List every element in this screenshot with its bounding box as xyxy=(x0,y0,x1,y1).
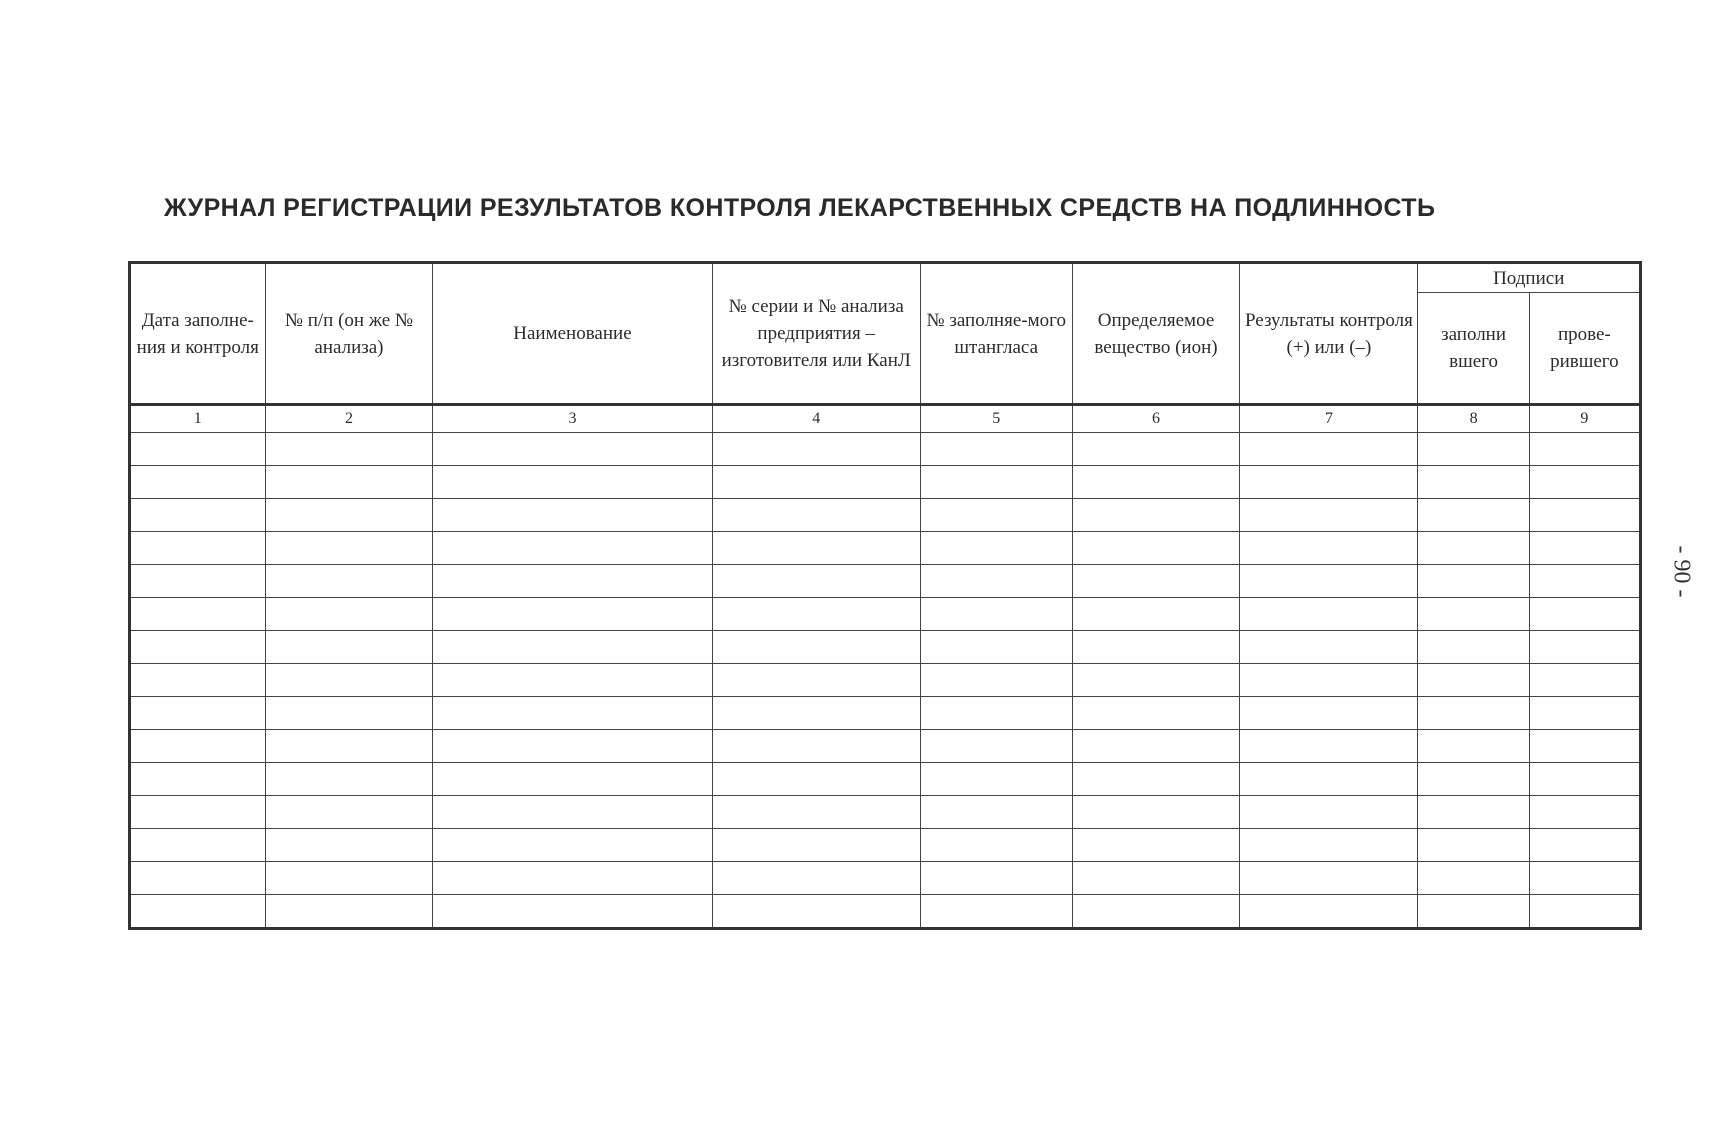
table-row xyxy=(130,466,1641,499)
table-cell[interactable] xyxy=(1529,664,1640,697)
table-cell[interactable] xyxy=(920,433,1072,466)
table-cell[interactable] xyxy=(1529,565,1640,598)
table-cell[interactable] xyxy=(920,862,1072,895)
table-row xyxy=(130,433,1641,466)
column-number: 5 xyxy=(920,405,1072,433)
table-cell[interactable] xyxy=(1529,697,1640,730)
table-cell[interactable] xyxy=(1240,466,1418,499)
column-number: 9 xyxy=(1529,405,1640,433)
table-cell[interactable] xyxy=(712,466,920,499)
table-cell[interactable] xyxy=(1072,895,1240,929)
table-cell[interactable] xyxy=(433,895,712,929)
table-row xyxy=(130,862,1641,895)
table-row xyxy=(130,664,1641,697)
table-cell[interactable] xyxy=(712,796,920,829)
column-number: 3 xyxy=(433,405,712,433)
table-cell[interactable] xyxy=(1418,565,1529,598)
table-cell[interactable] xyxy=(1072,730,1240,763)
header-results-label: Результаты контроля (+) или (–) xyxy=(1244,309,1413,358)
table-cell[interactable] xyxy=(433,730,712,763)
header-name xyxy=(433,263,712,405)
table-cell[interactable] xyxy=(1240,598,1418,631)
header-shtanglas-label: № заполняе-мого штангласа xyxy=(926,309,1066,358)
table-cell[interactable] xyxy=(1529,895,1640,929)
table-row xyxy=(130,499,1641,532)
table-row xyxy=(130,598,1641,631)
table-row xyxy=(130,565,1641,598)
column-number: 2 xyxy=(265,405,433,433)
table-cell[interactable] xyxy=(712,697,920,730)
table-cell[interactable] xyxy=(1418,862,1529,895)
table-cell[interactable] xyxy=(1240,565,1418,598)
table-cell[interactable] xyxy=(920,796,1072,829)
table-cell[interactable] xyxy=(1418,499,1529,532)
table-cell[interactable] xyxy=(1529,466,1640,499)
header-series xyxy=(712,263,920,405)
table-cell[interactable] xyxy=(920,598,1072,631)
table-cell[interactable] xyxy=(712,895,920,929)
table-cell[interactable] xyxy=(130,730,266,763)
table-cell[interactable] xyxy=(1418,730,1529,763)
table-cell[interactable] xyxy=(433,829,712,862)
table-cell[interactable] xyxy=(130,664,266,697)
table-cell[interactable] xyxy=(1418,631,1529,664)
table-row xyxy=(130,829,1641,862)
table-cell[interactable] xyxy=(1240,895,1418,929)
header-results xyxy=(1240,263,1418,405)
table-cell[interactable] xyxy=(433,598,712,631)
table-cell[interactable] xyxy=(433,796,712,829)
header-signature-filled-label: заполни вшего xyxy=(1441,324,1507,372)
table-cell[interactable] xyxy=(265,697,433,730)
table-row xyxy=(130,796,1641,829)
table-cell[interactable] xyxy=(130,598,266,631)
table-cell[interactable] xyxy=(1072,532,1240,565)
table-cell[interactable] xyxy=(712,631,920,664)
table-cell[interactable] xyxy=(1418,532,1529,565)
table-cell[interactable] xyxy=(1529,598,1640,631)
table-cell[interactable] xyxy=(265,631,433,664)
table-cell[interactable] xyxy=(130,466,266,499)
table-cell[interactable] xyxy=(1240,730,1418,763)
table-cell[interactable] xyxy=(1418,466,1529,499)
table-cell[interactable] xyxy=(130,796,266,829)
table-cell[interactable] xyxy=(433,763,712,796)
table-cell[interactable] xyxy=(712,829,920,862)
table-row xyxy=(130,697,1641,730)
column-number: 8 xyxy=(1418,405,1529,433)
table-cell[interactable] xyxy=(130,433,266,466)
table-cell[interactable] xyxy=(712,565,920,598)
table-cell[interactable] xyxy=(1240,499,1418,532)
header-shtanglas xyxy=(920,263,1072,405)
header-date-label: Дата заполне-ния и контроля xyxy=(136,309,259,358)
table-cell[interactable] xyxy=(1529,730,1640,763)
table-cell[interactable] xyxy=(433,499,712,532)
page-title: ЖУРНАЛ РЕГИСТРАЦИИ РЕЗУЛЬТАТОВ КОНТРОЛЯ ЛЕКАРСТВЕННЫХ СРЕДСТВ НА ПОДЛИННОСТЬ xyxy=(164,194,1436,222)
table-cell[interactable] xyxy=(433,664,712,697)
table-cell[interactable] xyxy=(265,565,433,598)
table-cell[interactable] xyxy=(265,829,433,862)
table-cell[interactable] xyxy=(920,466,1072,499)
table-cell[interactable] xyxy=(712,433,920,466)
table-cell[interactable] xyxy=(712,862,920,895)
table-cell[interactable] xyxy=(920,532,1072,565)
header-date xyxy=(130,263,266,405)
table-cell[interactable] xyxy=(1529,829,1640,862)
table-cell[interactable] xyxy=(1529,631,1640,664)
table-cell[interactable] xyxy=(433,631,712,664)
table-cell[interactable] xyxy=(1529,862,1640,895)
table-cell[interactable] xyxy=(1529,763,1640,796)
journal-table xyxy=(128,261,1642,930)
table-cell[interactable] xyxy=(1529,532,1640,565)
header-signature-checked xyxy=(1529,293,1640,405)
table-cell[interactable] xyxy=(920,730,1072,763)
table-cell[interactable] xyxy=(920,499,1072,532)
header-number xyxy=(265,263,433,405)
header-series-label: № серии и № анализа предприятия – изготовителя или КанЛ xyxy=(721,296,911,371)
table-cell[interactable] xyxy=(433,565,712,598)
table-cell[interactable] xyxy=(433,466,712,499)
header-name-label: Наименование xyxy=(513,323,632,344)
table-cell[interactable] xyxy=(920,763,1072,796)
table-cell[interactable] xyxy=(1072,466,1240,499)
table-cell[interactable] xyxy=(1072,598,1240,631)
header-substance-label: Определяемое вещество (ион) xyxy=(1094,309,1218,358)
table-cell[interactable] xyxy=(130,763,266,796)
table-cell[interactable] xyxy=(1529,499,1640,532)
table-cell[interactable] xyxy=(1529,433,1640,466)
table-cell[interactable] xyxy=(130,565,266,598)
column-number: 6 xyxy=(1072,405,1240,433)
table-cell[interactable] xyxy=(265,862,433,895)
table-cell[interactable] xyxy=(433,697,712,730)
table-cell[interactable] xyxy=(1240,829,1418,862)
header-signature-checked-label: прове-рившего xyxy=(1550,324,1619,372)
table-cell[interactable] xyxy=(1240,796,1418,829)
header-signatures: Подписи xyxy=(1418,263,1641,293)
table-cell[interactable] xyxy=(712,664,920,697)
table-cell[interactable] xyxy=(1418,697,1529,730)
table-cell[interactable] xyxy=(1072,565,1240,598)
table-cell[interactable] xyxy=(130,895,266,929)
table-cell[interactable] xyxy=(1072,433,1240,466)
table-row xyxy=(130,631,1641,664)
table-cell[interactable] xyxy=(712,730,920,763)
table-cell[interactable] xyxy=(1240,433,1418,466)
table-cell[interactable] xyxy=(712,499,920,532)
table-cell[interactable] xyxy=(1418,664,1529,697)
table-cell[interactable] xyxy=(1072,631,1240,664)
table-cell[interactable] xyxy=(130,697,266,730)
column-number: 7 xyxy=(1240,405,1418,433)
table-cell[interactable] xyxy=(712,763,920,796)
table-cell[interactable] xyxy=(265,796,433,829)
table-cell[interactable] xyxy=(1240,631,1418,664)
header-number-label: № п/п (он же № анализа) xyxy=(284,309,414,358)
table-row xyxy=(130,763,1641,796)
table-cell[interactable] xyxy=(1072,829,1240,862)
header-signature-filled xyxy=(1418,293,1529,405)
table-cell[interactable] xyxy=(920,631,1072,664)
table-row xyxy=(130,895,1641,929)
table-cell[interactable] xyxy=(265,895,433,929)
table-cell[interactable] xyxy=(920,829,1072,862)
table-cell[interactable] xyxy=(712,598,920,631)
table-cell[interactable] xyxy=(130,532,266,565)
table-cell[interactable] xyxy=(1072,796,1240,829)
table-cell[interactable] xyxy=(130,862,266,895)
table-cell[interactable] xyxy=(265,466,433,499)
table-cell[interactable] xyxy=(1418,433,1529,466)
table-cell[interactable] xyxy=(1240,763,1418,796)
table-cell[interactable] xyxy=(130,631,266,664)
page-number: - 90 - xyxy=(1668,545,1695,598)
table-cell[interactable] xyxy=(433,433,712,466)
table-cell[interactable] xyxy=(1418,895,1529,929)
table-cell[interactable] xyxy=(265,499,433,532)
table-cell[interactable] xyxy=(920,697,1072,730)
table-cell[interactable] xyxy=(265,598,433,631)
table-cell[interactable] xyxy=(433,862,712,895)
table-cell[interactable] xyxy=(1418,598,1529,631)
column-number: 1 xyxy=(130,405,266,433)
table-cell[interactable] xyxy=(1072,499,1240,532)
table-cell[interactable] xyxy=(130,499,266,532)
table-cell[interactable] xyxy=(712,532,920,565)
table-cell[interactable] xyxy=(265,664,433,697)
table-cell[interactable] xyxy=(1418,829,1529,862)
table-cell[interactable] xyxy=(265,763,433,796)
column-number-row xyxy=(130,405,1641,433)
table-cell[interactable] xyxy=(920,664,1072,697)
table-body xyxy=(130,433,1641,929)
table-cell[interactable] xyxy=(265,433,433,466)
table-cell[interactable] xyxy=(1418,763,1529,796)
table-cell[interactable] xyxy=(1072,697,1240,730)
table-cell[interactable] xyxy=(433,532,712,565)
table-cell[interactable] xyxy=(1529,796,1640,829)
header-row-top xyxy=(130,263,1641,293)
table-cell[interactable] xyxy=(1240,697,1418,730)
table-row xyxy=(130,730,1641,763)
table-cell[interactable] xyxy=(1418,796,1529,829)
table-cell[interactable] xyxy=(1072,763,1240,796)
table-cell[interactable] xyxy=(1240,862,1418,895)
table-cell[interactable] xyxy=(265,532,433,565)
table-cell[interactable] xyxy=(1072,664,1240,697)
column-number: 4 xyxy=(712,405,920,433)
table-cell[interactable] xyxy=(130,829,266,862)
table-cell[interactable] xyxy=(1240,664,1418,697)
table-cell[interactable] xyxy=(1240,532,1418,565)
table-cell[interactable] xyxy=(265,730,433,763)
table-cell[interactable] xyxy=(1072,862,1240,895)
table-row xyxy=(130,532,1641,565)
header-substance xyxy=(1072,263,1240,405)
table-cell[interactable] xyxy=(920,565,1072,598)
table-cell[interactable] xyxy=(920,895,1072,929)
